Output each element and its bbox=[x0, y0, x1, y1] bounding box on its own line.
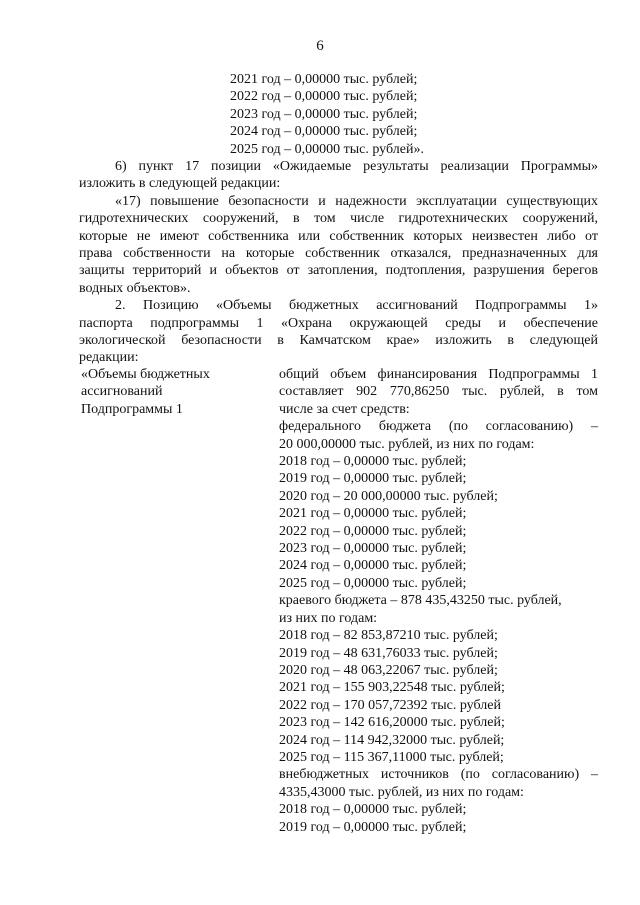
right-col-line: составляет 902 770,86250 тыс. рублей, в том bbox=[279, 384, 598, 400]
right-col-line: 2018 год – 0,00000 тыс. рублей; bbox=[279, 802, 467, 818]
right-col-line: числе за счет средств: bbox=[279, 401, 410, 417]
right-col-line: федерального бюджета (по согласованию) – bbox=[279, 419, 598, 435]
right-col-line: 2025 год – 115 367,11000 тыс. рублей; bbox=[279, 749, 504, 765]
right-col-line: из них по годам: bbox=[279, 610, 378, 626]
right-col-line: 2018 год – 82 853,87210 тыс. рублей; bbox=[279, 628, 498, 644]
budget-table-left-column bbox=[79, 366, 259, 418]
right-col-line: 2021 год – 0,00000 тыс. рублей; bbox=[279, 506, 467, 522]
item2-line: редакции: bbox=[79, 350, 139, 366]
right-col-line: 2018 год – 0,00000 тыс. рублей; bbox=[279, 454, 467, 470]
year-line: 2024 год – 0,00000 тыс. рублей; bbox=[230, 124, 418, 140]
left-col-line: Подпрограммы 1 bbox=[81, 401, 183, 417]
right-col-line: 2019 год – 48 631,76033 тыс. рублей; bbox=[279, 645, 498, 661]
right-col-line: 2022 год – 170 057,72392 тыс. рублей bbox=[279, 697, 501, 713]
right-col-line: 2019 год – 0,00000 тыс. рублей; bbox=[279, 819, 467, 835]
item2-line: паспорта подпрограммы 1 «Охрана окружающей среды и обеспечение bbox=[79, 315, 598, 331]
year-line: 2023 год – 0,00000 тыс. рублей; bbox=[230, 106, 418, 122]
main-text bbox=[79, 158, 598, 367]
right-col-line: 2022 год – 0,00000 тыс. рублей; bbox=[279, 523, 467, 539]
item17-line: «17) повышение безопасности и надежности эксплуатации существующих bbox=[115, 193, 598, 209]
right-col-line: 2023 год – 0,00000 тыс. рублей; bbox=[279, 541, 467, 557]
item2-line: 2. Позицию «Объемы бюджетных ассигнований Подпрограммы 1» bbox=[115, 298, 598, 314]
year-line: 2022 год – 0,00000 тыс. рублей; bbox=[230, 89, 418, 105]
item6-line: 6) пункт 17 позиции «Ожидаемые результаты реализации Программы» bbox=[115, 159, 598, 174]
item17-line: водных объектов». bbox=[79, 280, 191, 296]
left-col-line: «Объемы бюджетных bbox=[81, 367, 210, 382]
left-col-line: ассигнований bbox=[81, 384, 163, 400]
item6-line: изложить в следующей редакции: bbox=[79, 176, 281, 192]
right-col-line: краевого бюджета – 878 435,43250 тыс. рублей, bbox=[279, 593, 562, 609]
right-col-line: 2021 год – 155 903,22548 тыс. рублей; bbox=[279, 680, 505, 696]
item2-line: экологической безопасности в Камчатском крае» изложить в следующей bbox=[79, 333, 598, 349]
page-number: 6 bbox=[316, 38, 324, 54]
right-col-line: 2024 год – 0,00000 тыс. рублей; bbox=[279, 558, 467, 574]
right-col-line: 2025 год – 0,00000 тыс. рублей; bbox=[279, 575, 467, 591]
item17-line: права собственности на которые собственник отказался, предназначенных для bbox=[79, 246, 598, 262]
right-col-line: 4335,43000 тыс. рублей, из них по годам: bbox=[279, 784, 524, 800]
right-col-line: 2020 год – 48 063,22067 тыс. рублей; bbox=[279, 662, 498, 678]
right-col-line: общий объем финансирования Подпрограммы 1 bbox=[279, 367, 598, 382]
year-line: 2025 год – 0,00000 тыс. рублей». bbox=[230, 141, 424, 157]
item17-line: гидротехнических сооружений, в том числе гидротехнических сооружений, bbox=[79, 211, 598, 227]
item17-line: защиты территорий и объектов от затопления, подтопления, разрушения берегов bbox=[79, 263, 598, 279]
year-funding-list-top bbox=[230, 71, 530, 158]
right-col-line: 2020 год – 20 000,00000 тыс. рублей; bbox=[279, 488, 498, 504]
year-line: 2021 год – 0,00000 тыс. рублей; bbox=[230, 72, 418, 87]
right-col-line: 2023 год – 142 616,20000 тыс. рублей; bbox=[279, 715, 505, 731]
right-col-line: 20 000,00000 тыс. рублей, из них по годам: bbox=[279, 436, 535, 452]
right-col-line: внебюджетных источников (по согласованию) – bbox=[279, 767, 598, 783]
budget-table-right-column bbox=[279, 366, 598, 836]
item17-line: которые не имеют собственника или собственник которых неизвестен либо от bbox=[79, 228, 598, 244]
right-col-line: 2019 год – 0,00000 тыс. рублей; bbox=[279, 471, 467, 487]
right-col-line: 2024 год – 114 942,32000 тыс. рублей; bbox=[279, 732, 505, 748]
